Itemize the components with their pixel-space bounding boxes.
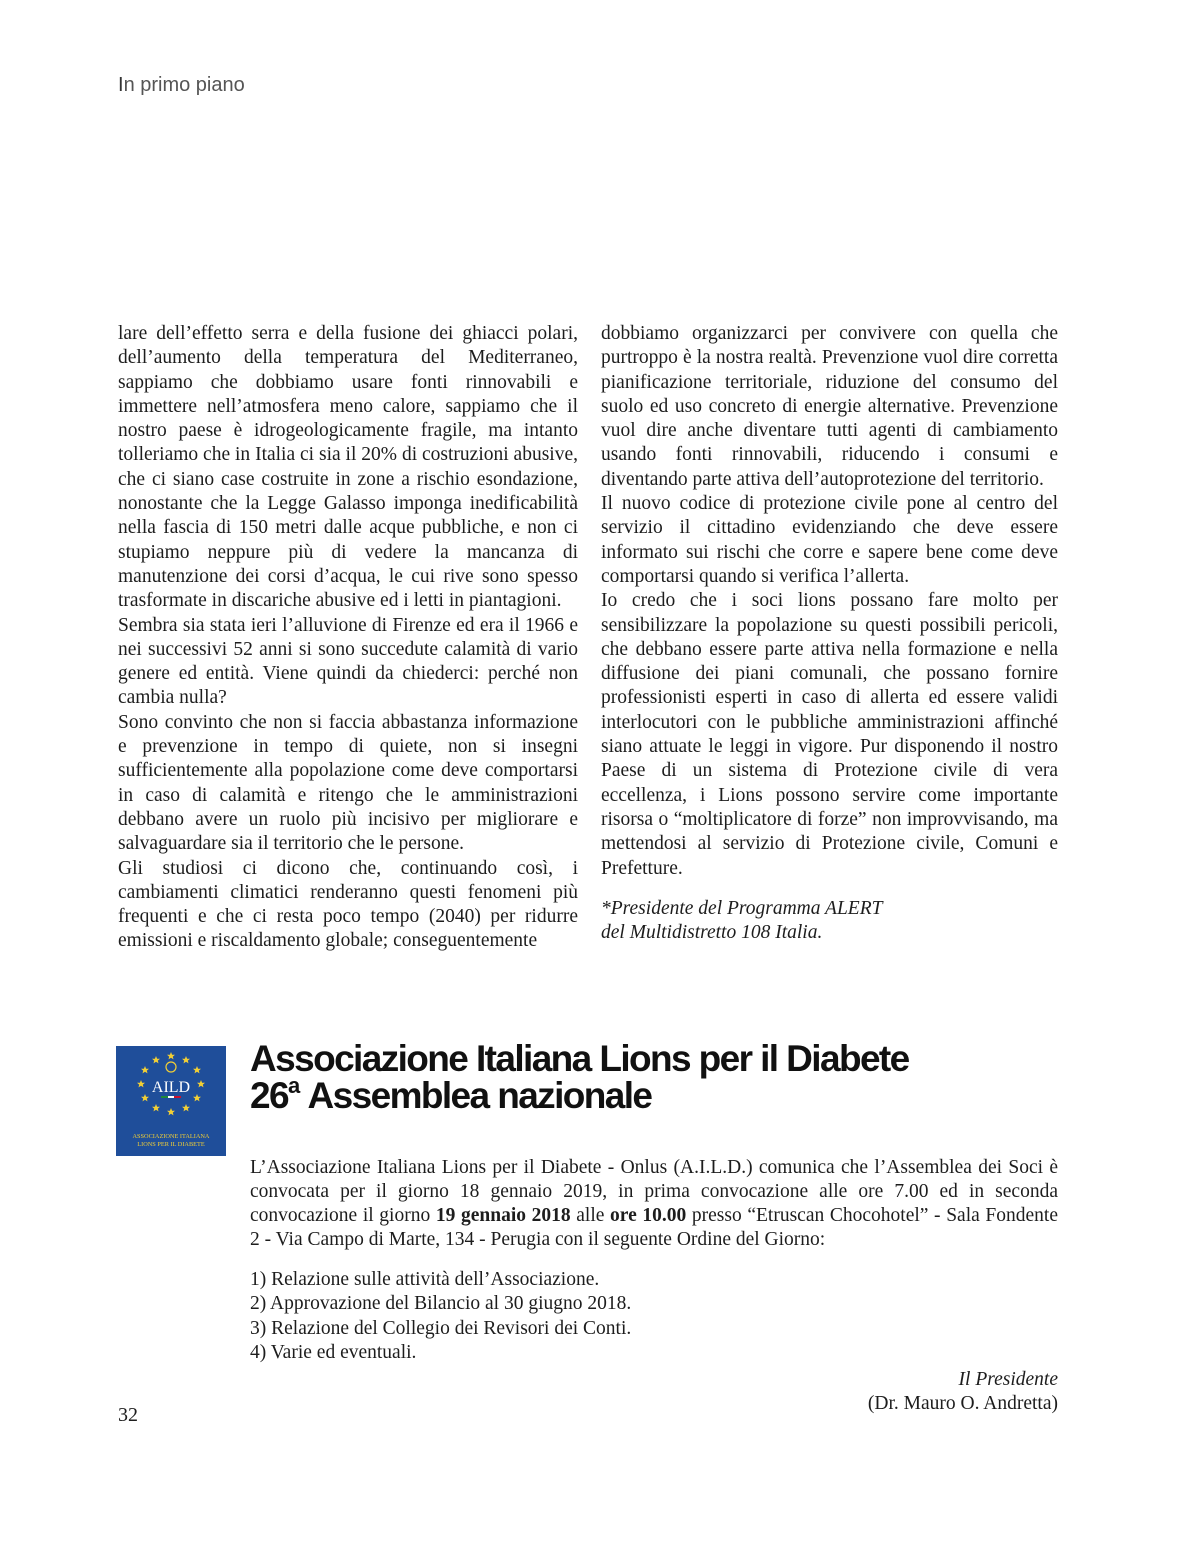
logo-flag-white [168, 1096, 174, 1098]
article-paragraph: lare dell’effetto serra e della fusione dei ghiacci polari, dell’aumento della temperatura del Mediterraneo, sappiamo che dobbiamo usare fonti rinnovabili e immettere nell’atmosfera meno calore, sappiamo che il nostro paese è idrogeologicamente fragile, ma intanto tolleriamo che in Italia ci sia il 20% di costruzioni abusive, che ci siano case costruite in zone a rischio esondazione, nonostante che la Legge Galasso imponga inedificabilità nella fascia di 150 metri dalle acque pubbliche, e non ci stupiamo neppure più di vedere la mancanza di manutenzione dei corsi d’acqua, le cui rive sono spesso trasformate in discariche abusive ed i letti in piantagioni. [118, 323, 578, 612]
section-label-rest: n primo piano [123, 74, 245, 96]
signature-title: Il Presidente [958, 1369, 1058, 1390]
signature-name: (Dr. Mauro O. Andretta) [867, 1393, 1058, 1414]
article-right-column [601, 322, 1058, 945]
announcement-time: ore 10.00 [610, 1205, 687, 1226]
logo-emblem [166, 1062, 176, 1072]
announcement-title [250, 1040, 1070, 1114]
page-number: 32 [118, 1404, 138, 1426]
announcement-title-ordinal: a [287, 1073, 301, 1098]
article-paragraph: Sono convinto che non si faccia abbastanza informazione e prevenzione in tempo di quiete, non si insegni sufficientemente alla popolazione come deve comportarsi in caso di calamità e ritengo che le amministrazioni debbano avere un ruolo più incisivo per migliorare e salvaguardare sia il territorio che le persone. [118, 711, 578, 855]
logo-acronym: AILD [151, 1079, 191, 1096]
author-note-line2: del Multidistretto 108 Italia. [601, 922, 823, 944]
article-paragraph: Il nuovo codice di protezione civile pone al centro del servizio il cittadino evidenziando che deve essere informato sui rischi che corre e sapere bene come deve comportarsi quando si verifica l’allerta. [601, 493, 1058, 587]
article-paragraph: Gli studiosi ci dicono che, continuando così, i cambiamenti climatici renderanno questi fenomeni più frequenti e che ci resta poco tempo (2040) per ridurre emissioni e riscaldamento globale; conseguentemente [118, 857, 578, 952]
announcement-title-number: 26 [250, 1075, 288, 1116]
agenda-item: 2) Approvazione del Bilancio al 30 giugno 2018. [250, 1293, 632, 1315]
logo-flag-red [174, 1096, 181, 1098]
article-left-column [118, 322, 578, 954]
section-label [118, 74, 245, 97]
announcement-title-line1: Associazione Italiana Lions per il Diabete [250, 1038, 909, 1079]
agenda-list [250, 1268, 631, 1365]
logo-caption-line2: LIONS PER IL DIABETE [137, 1141, 205, 1148]
aild-logo [116, 1046, 226, 1156]
article-paragraph: dobbiamo organizzarci per convivere con quella che purtroppo è la nostra realtà. Prevenzione vuol dire corretta pianificazione territoriale, riduzione del consumo del suolo ed uso concreto di energie alternative. Prevenzione vuol dire anche diventare tutti agenti di cambiamento usando fonti rinnovabili, riducendo i consumi e diventando parte attiva dell’autoprotezione del territorio. [601, 323, 1058, 490]
announcement-body-text: presso “Etruscan Chocohotel” - Sala Fondente 2 - Via Campo di Marte, 134 - Perugia con il seguente Ordine del Giorno: [250, 1205, 1058, 1250]
announcement-title-line2: Assemblea nazionale [300, 1075, 652, 1116]
announcement-date: 19 gennaio 2018 [435, 1205, 571, 1226]
agenda-item: 1) Relazione sulle attività dell’Associazione. [250, 1269, 600, 1290]
signature-block [868, 1368, 1058, 1416]
logo-caption-line1: ASSOCIAZIONE ITALIANA [132, 1133, 210, 1140]
article-paragraph: Io credo che i soci lions possano fare molto per sensibilizzare la popolazione su questi possibili pericoli, che debbano essere parte attiva nella formazione e nella diffusione dei piani comunali, che possano fornire professionisti esperti in caso di allerta ed essere validi interlocutori con le pubbliche amministrazioni affinché siano attuate le leggi in vigore. Pur disponendo il nostro Paese di un sistema di Protezione civile di vera eccellenza, i Lions possono servire come importante risorsa o “moltiplicatore di forze” non improvvisando, ma mettendosi al servizio di Protezione civile, Comuni e Prefetture. [601, 590, 1058, 879]
agenda-item: 3) Relazione del Collegio dei Revisori dei Conti. [250, 1317, 632, 1339]
author-note-line1: *Presidente del Programma ALERT [601, 897, 883, 919]
announcement-body-text: alle [570, 1205, 611, 1226]
section-label-initial: I [118, 74, 124, 96]
announcement-body [250, 1156, 1058, 1252]
logo-flag-green [161, 1096, 168, 1098]
article-paragraph: Sembra sia stata ieri l’alluvione di Firenze ed era il 1966 e nei successivi 52 anni si sono succedute calamità di vario genere ed entità. Viene quindi da chiederci: perché non cambia nulla? [118, 614, 578, 709]
author-note [601, 897, 1058, 946]
agenda-item: 4) Varie ed eventuali. [250, 1341, 417, 1363]
announcement-body-text: L’Associazione Italiana Lions per il Diabete - Onlus (A.I.L.D.) comunica che l’Assemblea dei Soci è convocata per il giorno 18 gennaio 2019, in prima convocazione alle ore 7.00 ed in seconda convocazione il giorno [250, 1157, 1058, 1226]
